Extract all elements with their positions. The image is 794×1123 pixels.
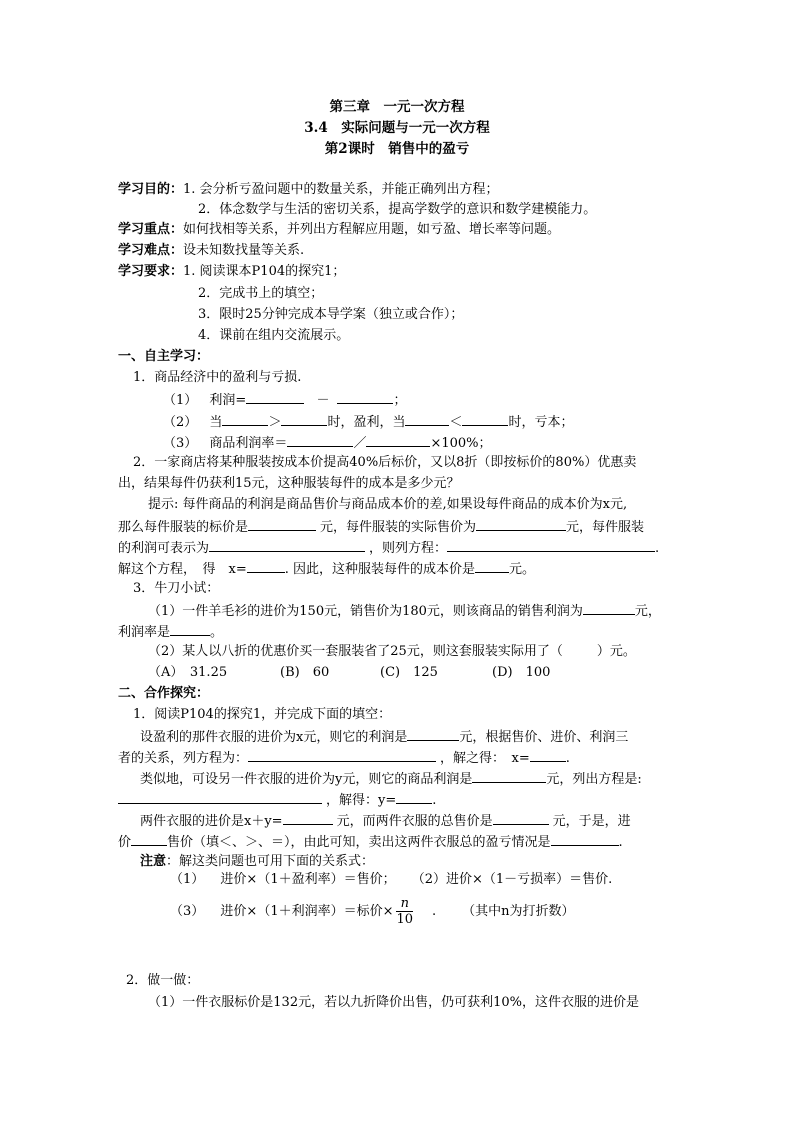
punctuation: ；: [393, 393, 407, 408]
profit-rate-label: 商品利润率＝: [209, 436, 288, 451]
difficulty-line: [118, 243, 304, 259]
section-title: 3.4 实际问题与一元一次方程: [304, 120, 490, 136]
option-b[interactable]: (B) 60: [280, 665, 330, 680]
part2-title: 二、合作探究：: [118, 686, 210, 701]
explore-line-6: [118, 833, 623, 851]
blank[interactable]: [551, 833, 619, 846]
lesson-title: 第2课时 销售中的盈亏: [324, 141, 470, 157]
punctuation: .: [565, 751, 570, 766]
explore-line-4: [118, 791, 436, 809]
blank[interactable]: [287, 434, 353, 447]
explore-text: 元，根据售价、进价、利润三: [459, 730, 629, 745]
blank[interactable]: [248, 749, 436, 762]
blank[interactable]: [283, 812, 333, 825]
slash: ／: [353, 436, 367, 451]
formula-text: 进价×（1＋盈利率）＝售价；: [220, 872, 396, 887]
formula-text: 进价×（1＋利润率）＝标价×: [220, 904, 394, 919]
profit-text: 时，盈利，当: [327, 415, 406, 430]
note-text: ：解这类问题也可用下面的关系式：: [166, 854, 375, 869]
practice-1-line-2: [118, 623, 223, 641]
blank[interactable]: [462, 413, 508, 426]
part1-q3-title: 3．牛刀小试：: [133, 581, 220, 596]
item-number: （2）: [163, 415, 198, 430]
objectives-line-1: [118, 182, 499, 198]
blank[interactable]: [583, 602, 635, 615]
practice-text: 元，: [634, 604, 661, 619]
difficulty-text: 设未知数找量等关系.: [183, 243, 305, 258]
option-a[interactable]: （A） 31.25: [148, 665, 228, 680]
explore-text: 元，而两件衣服的总售价是: [336, 814, 493, 829]
part2-q2-title: 2．做一做：: [126, 973, 200, 988]
formula-text: 进价×（1－亏损率）＝售价.: [446, 872, 613, 887]
hint-text: 那么每件服装的标价是: [118, 520, 249, 535]
explore-text: 售价（填＜、＞、＝），由此可知，卖出这两件衣服总的盈亏情况是: [167, 835, 551, 850]
explore-line-1: [140, 728, 628, 746]
objectives-item-1: 1. 会分析亏盈问题中的数量关系，并能正确列出方程；: [183, 182, 499, 197]
blank[interactable]: [337, 391, 393, 404]
item-number: （2）: [411, 872, 447, 887]
hint-text: . 因此，这种服装每件的成本价是: [284, 562, 475, 577]
part1-q2-line-1: 2．一家商店将某种服装按成本价提高40%后标价，又以8折（即按标价的80%）优惠卖: [133, 455, 637, 470]
practice-text: （1）一件羊毛衫的进价为150元，销售价为180元，则该商品的销售利润为: [148, 604, 583, 619]
blank[interactable]: [131, 833, 167, 846]
hint-line-4: [118, 560, 535, 578]
formula-line-1: [170, 872, 612, 888]
blank[interactable]: [476, 518, 566, 531]
formula-line-3: [170, 895, 575, 929]
objectives-item-2: 2．体念数学与生活的密切关系，提高学数学的意识和数学建模能力。: [198, 202, 597, 217]
do-it-line-1: （1）一件衣服标价是132元，若以九折降价出售，仍可获利10%，这件衣服的进价是: [148, 995, 639, 1010]
explore-line-2: [118, 749, 570, 767]
blank[interactable]: [407, 728, 459, 741]
blank[interactable]: [281, 413, 327, 426]
note-line: [140, 854, 374, 870]
explore-text: 元，列出方程是:: [546, 772, 642, 787]
hint-text: 解这个方程， 得 x=: [118, 562, 247, 577]
greater-sign: ＞: [268, 415, 282, 430]
explore-text: 者的关系，列方程为：: [118, 751, 249, 766]
punctuation: .: [432, 793, 437, 808]
key-points-text: 如何找相等关系，并列出方程解应用题，如亏盈、增长率等问题。: [183, 222, 561, 237]
formula-note: （其中n为打折数）: [462, 904, 575, 919]
blank[interactable]: [222, 413, 268, 426]
hint-text: ，则列方程：: [369, 541, 448, 556]
blank[interactable]: [475, 560, 509, 573]
blank[interactable]: [530, 749, 566, 762]
blank[interactable]: [405, 413, 449, 426]
blank[interactable]: [209, 539, 365, 552]
practice-text: ）元。: [596, 644, 636, 659]
requirements-item-1: 1. 阅读课本P104的探究1；: [183, 264, 346, 279]
blank[interactable]: [472, 770, 546, 783]
practice-2-line: [148, 644, 636, 660]
blank[interactable]: [248, 518, 316, 531]
option-d[interactable]: (D) 100: [492, 665, 551, 680]
chapter-title: 第三章 一元一次方程: [329, 99, 465, 115]
profit-rate-line: [163, 434, 492, 452]
part1-title: 一、自主学习：: [118, 349, 210, 364]
explore-text: 类似地，可设另一件衣服的进价为y元，则它的商品利润是: [140, 772, 473, 787]
profit-formula-line: [163, 391, 407, 409]
item-number: （3）: [170, 904, 205, 919]
explore-line-5: [140, 812, 631, 830]
profit-label: 利润=: [209, 393, 247, 408]
item-number: （1）: [170, 872, 205, 887]
punctuation: 。: [210, 625, 224, 640]
practice-1-line-1: [148, 602, 661, 620]
part1-q1-title: 1．商品经济中的盈利与亏损.: [133, 370, 302, 385]
blank[interactable]: [118, 791, 322, 804]
item-number: （1）: [163, 393, 198, 408]
punctuation: .: [432, 904, 437, 919]
loss-text: 时，亏本；: [508, 415, 574, 430]
part2-q1-title: 1．阅读P104的探究1，并完成下面的填空：: [133, 707, 392, 722]
blank[interactable]: [246, 391, 304, 404]
requirements-item-2: 2．完成书上的填空；: [198, 286, 324, 301]
explore-text: 设盈利的那件衣服的进价为x元，则它的利润是: [140, 730, 408, 745]
hint-text: 元，每件服装: [566, 520, 645, 535]
punctuation: .: [618, 835, 623, 850]
practice-text: 利润率是: [118, 625, 171, 640]
minus-sign: －: [316, 393, 330, 408]
key-points-label: 学习重点：: [118, 222, 184, 237]
option-c[interactable]: (C) 125: [380, 665, 438, 680]
note-label: 注意: [140, 854, 167, 869]
less-sign: ＜: [449, 415, 463, 430]
blank[interactable]: [396, 791, 432, 804]
blank[interactable]: [170, 623, 210, 636]
explore-text: 两件衣服的进价是x＋y=: [140, 814, 283, 829]
practice-text: （2）某人以八折的优惠价买一套服装省了25元，则这套服装实际用了（: [148, 644, 563, 659]
hint-line-2: [118, 518, 644, 536]
explore-text: ，解之得： x=: [440, 751, 530, 766]
hint-text: 元。: [509, 562, 536, 577]
explore-text: 元，于是，进: [552, 814, 631, 829]
fraction-n-over-10: [396, 896, 413, 927]
hint-line-3: [118, 539, 659, 557]
blank[interactable]: [366, 434, 430, 447]
difficulty-label: 学习难点：: [118, 243, 184, 258]
hint-text: 元，每件服装的实际售价为: [320, 520, 477, 535]
punctuation: .: [655, 541, 660, 556]
item-number: （3）: [163, 436, 198, 451]
hint-text: 的利润可表示为: [118, 541, 210, 556]
hint-line-1: 提示: 每件商品的利润是商品售价与商品成本价的差,如果设每件商品的成本价为x元,: [148, 497, 628, 512]
blank[interactable]: [247, 560, 285, 573]
requirements-label: 学习要求：: [118, 264, 184, 279]
when-label: 当: [209, 415, 223, 430]
part1-q2-line-2: 出，结果每件仍获利15元，这种服装每件的成本是多少元？: [118, 476, 460, 491]
explore-line-3: [140, 770, 642, 788]
percent-text: ×100%；: [430, 436, 492, 451]
blank[interactable]: [447, 539, 655, 552]
fraction-denominator: 10: [396, 912, 414, 927]
blank[interactable]: [493, 812, 549, 825]
key-points-line: [118, 222, 560, 238]
requirements-line-1: [118, 264, 345, 280]
fraction-numerator: n: [396, 896, 413, 912]
profit-loss-condition-line: [163, 413, 574, 431]
objectives-label: 学习目的：: [118, 182, 184, 197]
explore-text: 价: [118, 835, 132, 850]
requirements-item-4: 4．课前在组内交流展示。: [198, 328, 350, 343]
requirements-item-3: 3．限时25分钟完成本导学案（独立或合作）；: [198, 307, 464, 322]
explore-text: ，解得：y=: [326, 793, 397, 808]
